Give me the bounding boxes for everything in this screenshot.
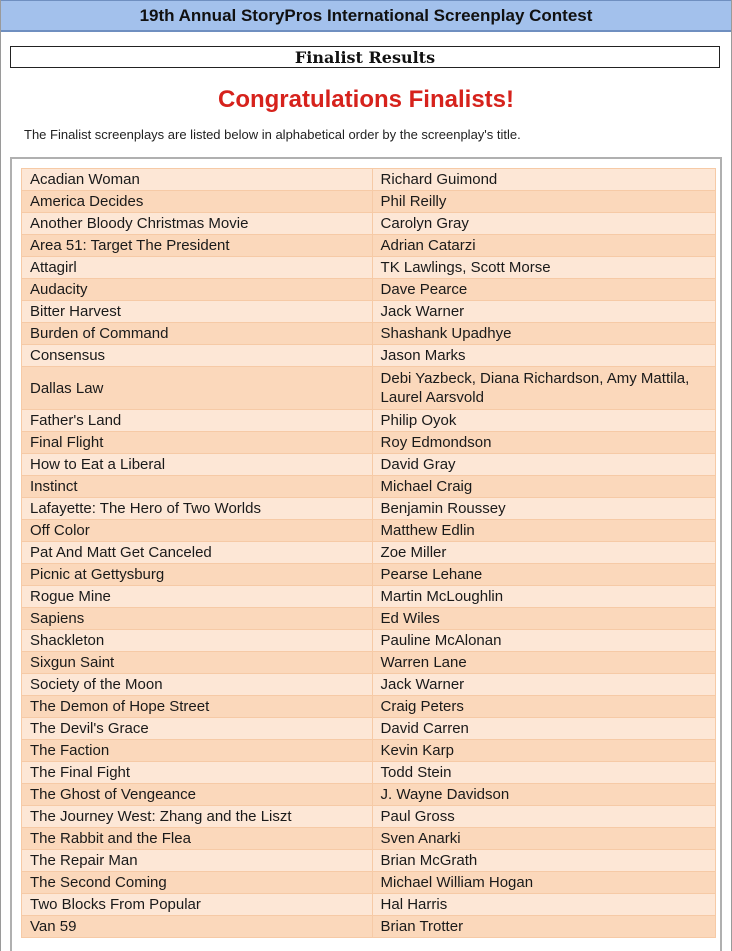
screenplay-title-cell: Rogue Mine [22, 586, 372, 607]
intro-text: The Finalist screenplays are listed below in alphabetical order by the screenplay's title. [24, 127, 521, 142]
congrats-heading: Congratulations Finalists! [217, 86, 514, 113]
writer-cell: Benjamin Roussey [373, 498, 715, 519]
writer-cell: Adrian Catarzi [373, 235, 715, 256]
writer-cell: Todd Stein [373, 762, 715, 783]
table-row [22, 191, 715, 212]
screenplay-title-cell: The Faction [22, 740, 372, 761]
writer-cell: Craig Peters [373, 696, 715, 717]
results-heading: Finalist Results [10, 46, 720, 68]
writer-cell: TK Lawlings, Scott Morse [373, 257, 715, 278]
screenplay-title-cell: How to Eat a Liberal [22, 454, 372, 475]
table-row [22, 213, 715, 234]
finalists-table-frame [10, 157, 722, 951]
table-row [22, 520, 715, 541]
table-row [22, 564, 715, 585]
screenplay-title-cell: Attagirl [22, 257, 372, 278]
table-row [22, 323, 715, 344]
table-row [22, 806, 715, 827]
table-row [22, 740, 715, 761]
screenplay-title-cell: Off Color [22, 520, 372, 541]
screenplay-title-cell: Sixgun Saint [22, 652, 372, 673]
table-row [22, 828, 715, 849]
screenplay-title-cell: Acadian Woman [22, 169, 372, 190]
table-row [22, 718, 715, 739]
screenplay-title-cell: Two Blocks From Popular [22, 894, 372, 915]
writer-cell: Michael Craig [373, 476, 715, 497]
table-row [22, 608, 715, 629]
table-row [22, 410, 715, 431]
screenplay-title-cell: Pat And Matt Get Canceled [22, 542, 372, 563]
screenplay-title-cell: Area 51: Target The President [22, 235, 372, 256]
writer-cell: Philip Oyok [373, 410, 715, 431]
screenplay-title-cell: The Demon of Hope Street [22, 696, 372, 717]
writer-cell: Sven Anarki [373, 828, 715, 849]
finalists-table [21, 168, 716, 938]
writer-cell: Matthew Edlin [373, 520, 715, 541]
table-row [22, 432, 715, 453]
table-row [22, 454, 715, 475]
writer-cell: Warren Lane [373, 652, 715, 673]
table-row [22, 652, 715, 673]
table-row [22, 762, 715, 783]
writer-cell: Carolyn Gray [373, 213, 715, 234]
writer-cell: Jack Warner [373, 674, 715, 695]
writer-cell: Martin McLoughlin [373, 586, 715, 607]
writer-cell: Zoe Miller [373, 542, 715, 563]
screenplay-title-cell: Audacity [22, 279, 372, 300]
table-row [22, 498, 715, 519]
screenplay-title-cell: The Final Fight [22, 762, 372, 783]
writer-cell: Brian Trotter [373, 916, 715, 937]
table-row [22, 916, 715, 937]
screenplay-title-cell: Father's Land [22, 410, 372, 431]
screenplay-title-cell: The Rabbit and the Flea [22, 828, 372, 849]
writer-cell: Dave Pearce [373, 279, 715, 300]
writer-cell: David Gray [373, 454, 715, 475]
contest-banner: 19th Annual StoryPros International Screenplay Contest [1, 0, 731, 32]
table-row [22, 586, 715, 607]
writer-cell: Brian McGrath [373, 850, 715, 871]
writer-cell: Phil Reilly [373, 191, 715, 212]
screenplay-title-cell: Burden of Command [22, 323, 372, 344]
table-row [22, 872, 715, 893]
writer-cell: Roy Edmondson [373, 432, 715, 453]
writer-cell: Ed Wiles [373, 608, 715, 629]
screenplay-title-cell: Sapiens [22, 608, 372, 629]
writer-cell: Pauline McAlonan [373, 630, 715, 651]
table-row [22, 367, 715, 409]
screenplay-title-cell: Van 59 [22, 916, 372, 937]
screenplay-title-cell: The Ghost of Vengeance [22, 784, 372, 805]
table-row [22, 476, 715, 497]
writer-cell: Paul Gross [373, 806, 715, 827]
screenplay-title-cell: Society of the Moon [22, 674, 372, 695]
table-row [22, 279, 715, 300]
table-row [22, 542, 715, 563]
table-row [22, 169, 715, 190]
writer-cell: Jack Warner [373, 301, 715, 322]
writer-cell: Debi Yazbeck, Diana Richardson, Amy Mattila, Laurel Aarsvold [373, 367, 715, 409]
screenplay-title-cell: America Decides [22, 191, 372, 212]
screenplay-title-cell: Lafayette: The Hero of Two Worlds [22, 498, 372, 519]
screenplay-title-cell: The Journey West: Zhang and the Liszt [22, 806, 372, 827]
writer-cell: Pearse Lehane [373, 564, 715, 585]
screenplay-title-cell: The Devil's Grace [22, 718, 372, 739]
table-row [22, 784, 715, 805]
writer-cell: Michael William Hogan [373, 872, 715, 893]
screenplay-title-cell: The Repair Man [22, 850, 372, 871]
table-row [22, 301, 715, 322]
table-row [22, 696, 715, 717]
finalists-table-body [22, 169, 715, 937]
writer-cell: Jason Marks [373, 345, 715, 366]
table-row [22, 235, 715, 256]
screenplay-title-cell: Final Flight [22, 432, 372, 453]
screenplay-title-cell: Instinct [22, 476, 372, 497]
table-row [22, 850, 715, 871]
writer-cell: Hal Harris [373, 894, 715, 915]
table-row [22, 345, 715, 366]
screenplay-title-cell: Shackleton [22, 630, 372, 651]
writer-cell: Richard Guimond [373, 169, 715, 190]
screenplay-title-cell: Consensus [22, 345, 372, 366]
writer-cell: J. Wayne Davidson [373, 784, 715, 805]
table-row [22, 257, 715, 278]
screenplay-title-cell: Bitter Harvest [22, 301, 372, 322]
screenplay-title-cell: Another Bloody Christmas Movie [22, 213, 372, 234]
screenplay-title-cell: Picnic at Gettysburg [22, 564, 372, 585]
writer-cell: David Carren [373, 718, 715, 739]
table-row [22, 630, 715, 651]
screenplay-title-cell: The Second Coming [22, 872, 372, 893]
table-row [22, 674, 715, 695]
writer-cell: Shashank Upadhye [373, 323, 715, 344]
screenplay-title-cell: Dallas Law [22, 367, 372, 409]
writer-cell: Kevin Karp [373, 740, 715, 761]
table-row [22, 894, 715, 915]
